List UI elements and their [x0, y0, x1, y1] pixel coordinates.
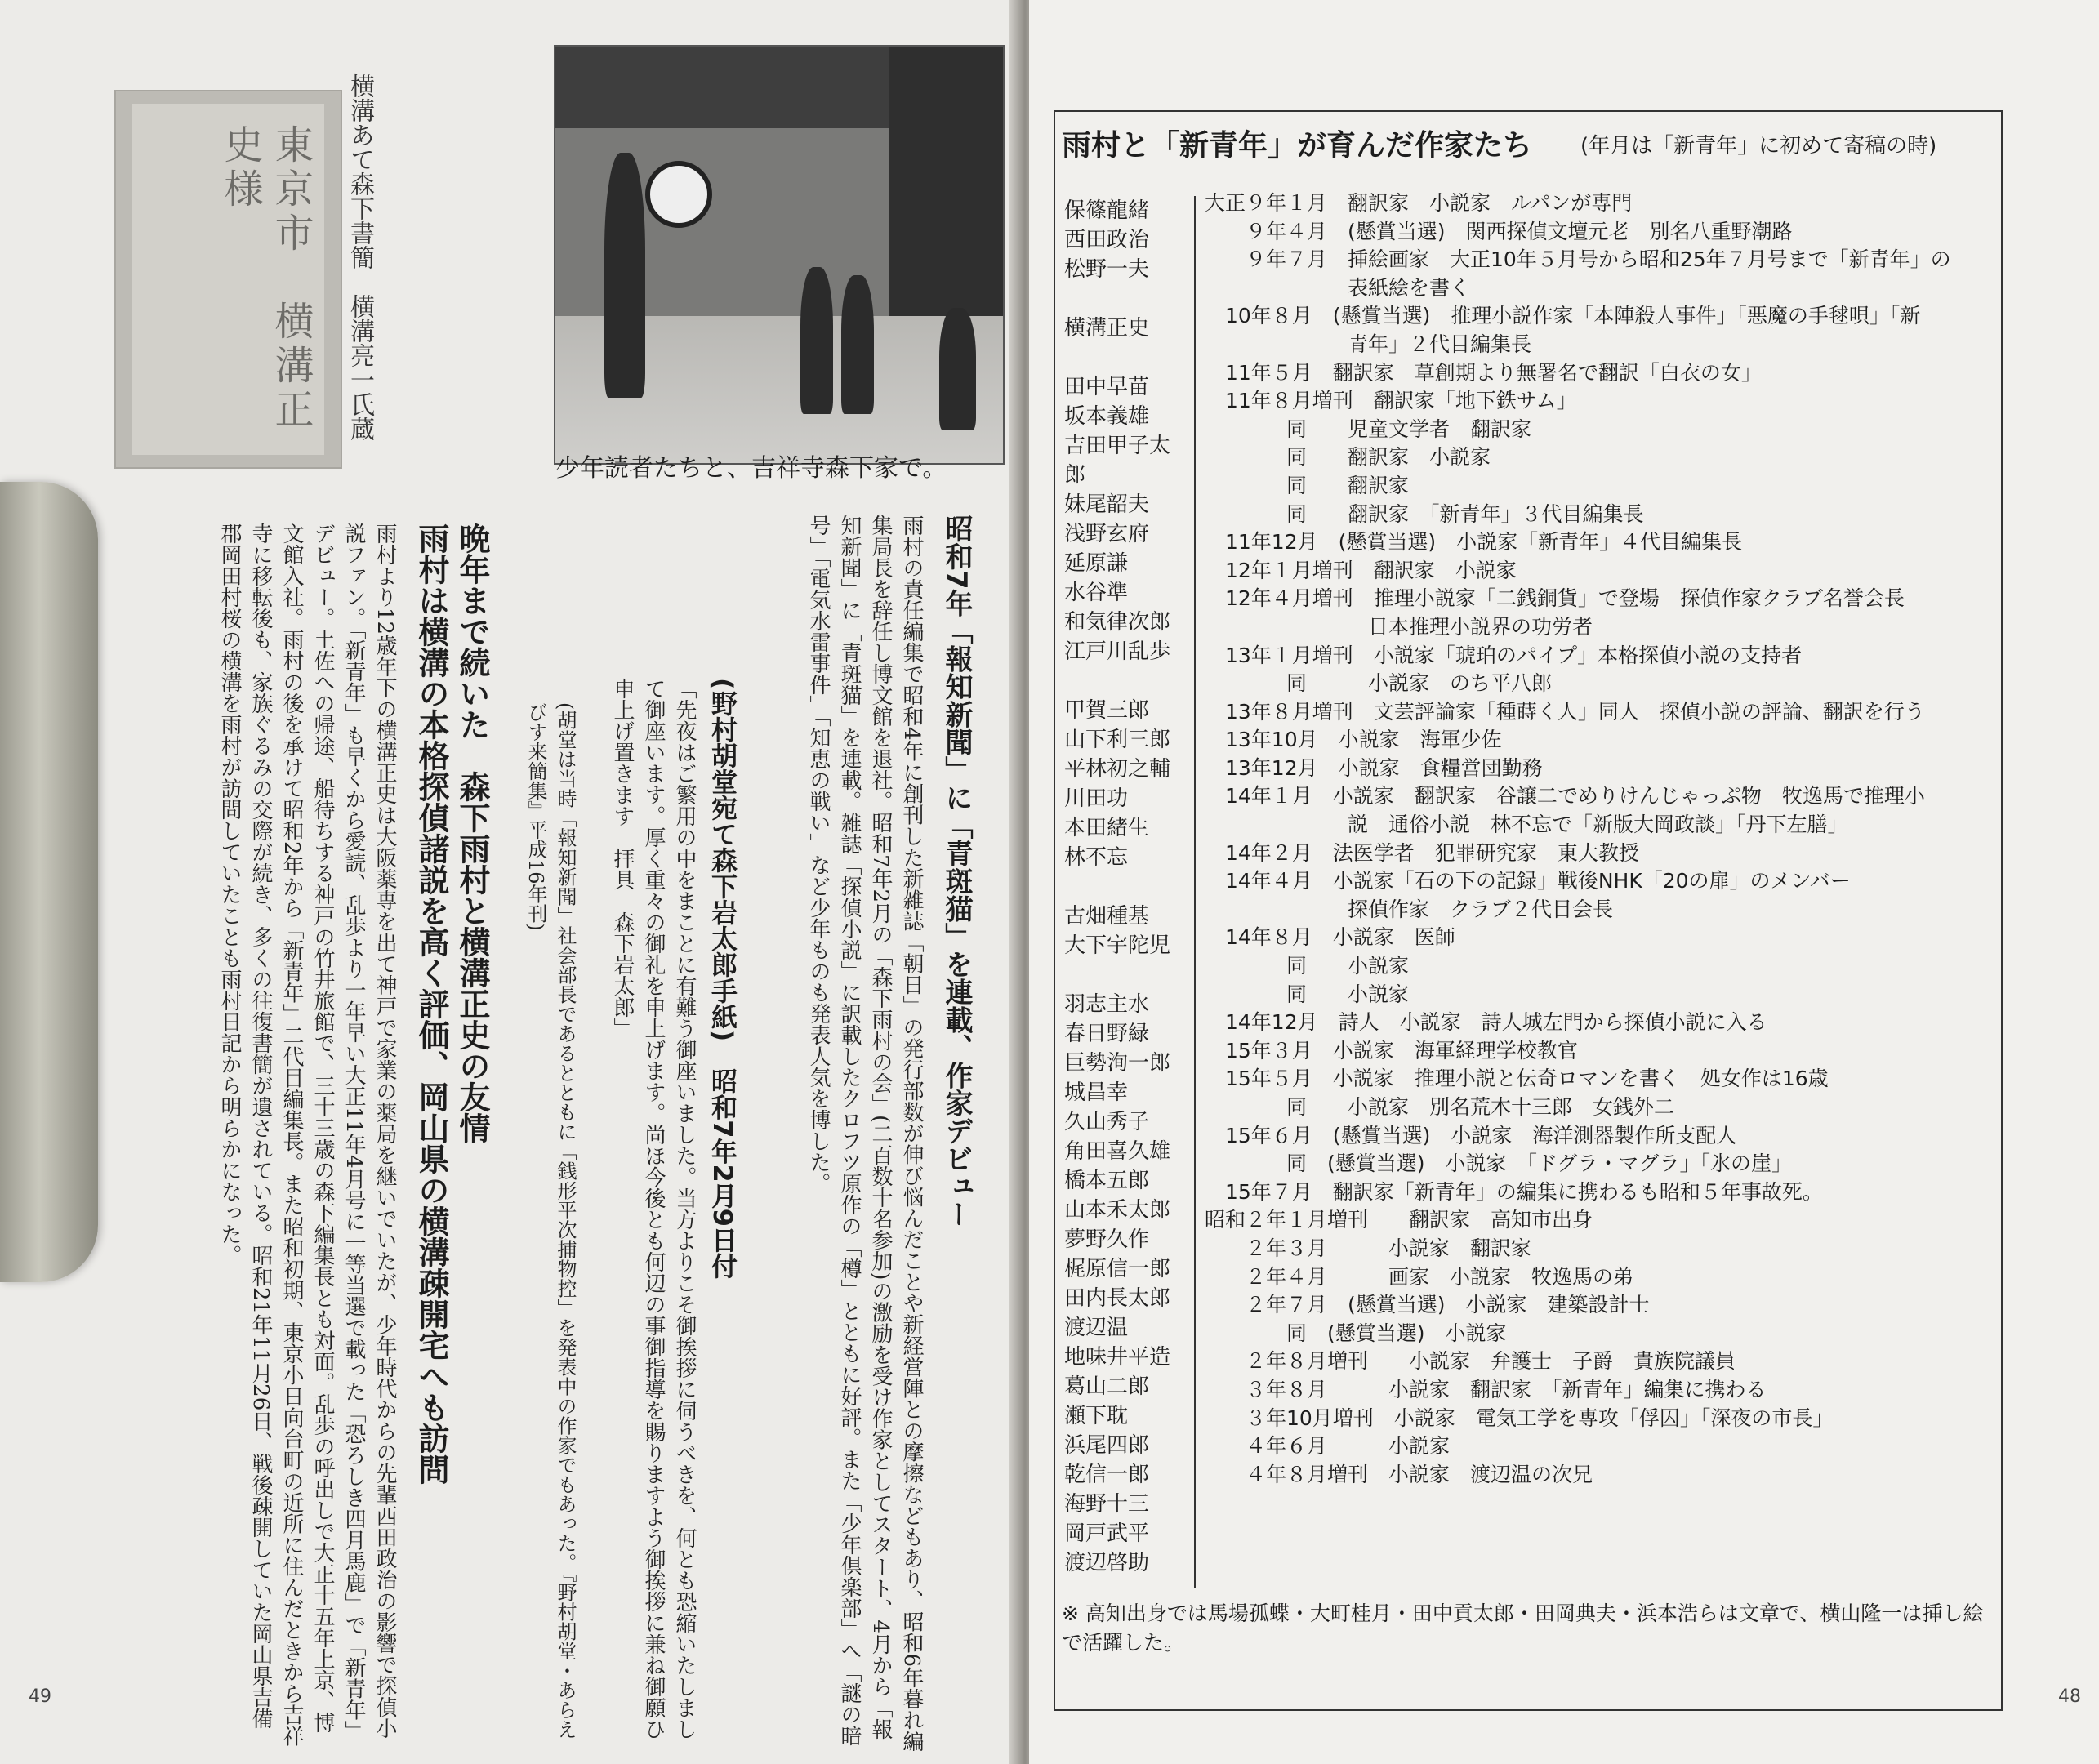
footnote [1062, 1599, 1985, 1658]
entry-row: ３年10月増刊 小説家 電気工学を専攻「俘囚」「深夜の市長」 [1205, 1405, 1834, 1430]
author-name: 甲賀三郎 [1064, 698, 1150, 723]
entry-row: 同 小説家 別名荒木十三郎 女銭外二 [1205, 1095, 1675, 1119]
section2-body: 雨村より12歳年下の横溝正史は大阪薬専を出て神戸で家業の薬局を継いでいたが、少年時代からの先輩西田政治の影響で探偵小説ファン。「新青年」も早くから愛読、乱歩より一年早い大正11年4月号に一等当選で載った「恐ろしき四月馬鹿」で「新青年」デビュー。土佐への帰途、船待ちする神戸の竹井旅館で、三十三歳の森下編集長とも対面。乱歩の呼出しで大正十五年上京、博文館入社。雨村の後を承けて昭和2年から「新青年」二代目編集長。また昭和初期、東京小日向台町の近所に住んだときから吉祥寺に移転後も、家族ぐるみの交際が続き、多くの往復書簡が遺されている。昭和21年11月26日、戦後疎開していた岡山県吉備郡岡田村桜の横溝を雨村が訪問していたことも雨村日記から明らかになった。 [217, 523, 397, 1747]
column-divider [1194, 196, 1196, 1588]
section1-body: 雨村の責任編集で昭和4年に創刊した新雑誌「朝日」の発行部数が伸び悩んだことや新経営陣との摩擦などもあり、昭和6年暮れ編集局長を辞任し博文館を退社。昭和7年2月の「森下雨村の会」(二百数十名参加)の激励を受け作家としてスタート、4月から「報知新聞」に「青斑猫」を連載。雑誌「探偵小説」に訳載したクロフツ原作の「樽」とともに好評。また「少年倶楽部」へ「謎の暗号」「電気水雷事件」「知恵の戦い」など少年ものも発表人気を博した。 [806, 514, 924, 1753]
letter-envelope-image [114, 90, 342, 469]
table-subtitle: (年月は「新青年」に初めて寄稿の時) [1580, 134, 1937, 158]
entry-row: 同 小説家 [1205, 954, 1410, 978]
author-name: 地味井平造 [1064, 1345, 1171, 1370]
author-name: 角田喜久雄 [1064, 1139, 1171, 1164]
entry-row: ２年４月 画家 小説家 牧逸馬の弟 [1205, 1264, 1634, 1289]
entry-row: 大正９年１月 翻訳家 小説家 ルパンが専門 [1205, 191, 1633, 215]
entry-row: ９年７月 挿絵画家 大正10年５月号から昭和25年７月号まで「新青年」の [1205, 247, 1951, 272]
entry-row: 15年３月 小説家 海軍経理学校教官 [1205, 1038, 1578, 1062]
author-name: 平林初之輔 [1064, 757, 1171, 782]
entry-row: 表紙絵を書く [1205, 275, 1471, 300]
author-name: 城昌幸 [1064, 1080, 1129, 1105]
entry-row: 12年４月増刊 推理小説家「二銭銅貨」で登場 探偵作家クラブ名誉会長 [1205, 586, 1905, 611]
author-name: 山本禾太郎 [1064, 1198, 1171, 1223]
author-name: 松野一夫 [1064, 257, 1150, 282]
entry-row: 13年12月 小説家 食糧営団勤務 [1205, 755, 1543, 780]
letter-note: (胡堂は当時「報知新聞」社会部長であるとともに「銭形平次捕物控」を発表中の作家でもあった。『野村胡堂・あらえびす来簡集』平成16年刊) [524, 702, 577, 1740]
author-name: 和気律次郎 [1064, 610, 1171, 635]
author-name: 妹尾韶夫 [1064, 492, 1150, 517]
entry-row: ２年８月増刊 小説家 弁護士 子爵 貴族院議員 [1205, 1349, 1736, 1374]
binder-clip [0, 482, 98, 1282]
author-name: 吉田甲子太郎 [1064, 434, 1171, 488]
author-name: 渡辺温 [1064, 1316, 1129, 1340]
author-names-column [1064, 196, 1183, 1578]
entry-row: 同 翻訳家 [1205, 473, 1410, 497]
entry-row: 昭和２年１月増刊 翻訳家 高知市出身 [1205, 1208, 1593, 1232]
author-name: 本田緒生 [1064, 816, 1150, 840]
author-name: 田内長太郎 [1064, 1286, 1171, 1311]
author-name: 西田政治 [1064, 228, 1150, 252]
footnote-text: 高知出身では馬場孤蝶・大町桂月・田中貢太郎・田岡典夫・浜本浩らは文章で、横山隆一は挿し絵で活躍した。 [1062, 1601, 1984, 1655]
entry-row: 14年１月 小説家 翻訳家 谷譲二でめりけんじゃっぷ物 牧逸馬で推理小 [1205, 784, 1925, 808]
page-number-right: 48 [2058, 1686, 2081, 1707]
author-name: 保篠龍緒 [1064, 198, 1150, 223]
envelope-ink-text: 東京市 横溝正史様 [217, 124, 314, 433]
author-name: 梶原信一郎 [1064, 1257, 1171, 1281]
entry-row: ２年７月 (懸賞当選) 小説家 建築設計士 [1205, 1293, 1650, 1317]
author-name: 久山秀子 [1064, 1110, 1150, 1134]
entry-row: 同 小説家 のち平八郎 [1205, 671, 1553, 696]
boy-figure [939, 308, 976, 430]
author-name: 春日野緑 [1064, 1022, 1150, 1046]
author-name: 葛山二郎 [1064, 1374, 1150, 1399]
entry-row: 日本推理小説界の功労者 [1205, 614, 1593, 639]
section1-heading: 昭和7年「報知新聞」に「青斑猫」を連載、作家デビュー [940, 514, 973, 1228]
author-name: 坂本義雄 [1064, 404, 1150, 429]
entry-row: 11年12月 (懸賞当選) 小説家「新青年」４代目編集長 [1205, 530, 1743, 555]
entry-row: 11年５月 翻訳家 草創期より無署名で翻訳「白衣の女」 [1205, 360, 1762, 385]
entry-row: 同 小説家 [1205, 982, 1410, 1006]
footnote-mark: ※ [1062, 1601, 1079, 1625]
author-name [1064, 343, 1183, 372]
letter-body: 「先夜はご繁用の中をまことに有難う御座いました。当方よりこそ御挨拶に伺うべきを、何とも恐縮いたしまして御座います。厚く重々の御礼を申上げます。尚ほ今後とも何辺の事御指導を賜りますよう御挨拶に兼ね御願ひ申上げ置きます 拝具 森下岩太郎」 [610, 678, 697, 1740]
man-figure [604, 153, 645, 398]
author-name: 古畑種基 [1064, 904, 1150, 929]
letter-caption: 横溝あて森下書簡 横溝亮一氏蔵 [345, 74, 374, 441]
entry-row: 青年」２代目編集長 [1205, 332, 1532, 356]
author-name [1064, 666, 1183, 696]
entry-row: 13年１月増刊 小説家「琥珀のパイプ」本格探偵小説の支持者 [1205, 643, 1803, 667]
author-name: 岡戸武平 [1064, 1521, 1150, 1546]
photo-caption: 少年読者たちと、吉祥寺森下家で。 [555, 454, 947, 483]
author-name: 延原謙 [1064, 551, 1129, 576]
entry-row: 14年２月 法医学者 犯罪研究家 東大教授 [1205, 840, 1639, 865]
author-name: 渡辺啓助 [1064, 1551, 1150, 1575]
entry-row: 14年８月 小説家 医師 [1205, 925, 1455, 950]
boy-figure [841, 275, 874, 414]
entry-row: 15年７月 翻訳家「新青年」の編集に携わるも昭和５年事故死。 [1205, 1179, 1823, 1204]
entry-row: 説 通俗小説 林不忘で「新版大岡政談」「丹下左膳」 [1205, 813, 1848, 837]
author-name: 浅野玄府 [1064, 522, 1150, 546]
boy-figure [800, 267, 833, 414]
page-number-left: 49 [29, 1686, 51, 1707]
entry-row: 同 翻訳家 「新青年」３代目編集長 [1205, 501, 1644, 526]
author-name [1064, 960, 1183, 990]
author-name: 羽志主水 [1064, 992, 1150, 1017]
photo-boys-with-kite [554, 45, 1005, 465]
entry-row: 14年４月 小説家「石の下の記録」戦後NHK「20の扉」のメンバー [1205, 869, 1851, 893]
author-name: 川田功 [1064, 786, 1129, 811]
author-name: 夢野久作 [1064, 1227, 1150, 1252]
entry-row: ９年４月 (懸賞当選) 関西探偵文壇元老 別名八重野潮路 [1205, 219, 1793, 243]
section2-heading-line1: 晩年まで続いた 森下雨村と横溝正史の友情 [454, 523, 490, 1143]
entry-row: 同 (懸賞当選) 小説家 [1205, 1321, 1507, 1345]
author-name: 橋本五郎 [1064, 1169, 1150, 1193]
table-title: 雨村と「新青年」が育んだ作家たち [1062, 129, 1533, 163]
entry-row: 探偵作家 クラブ２代目会長 [1205, 897, 1614, 921]
author-name: 林不忘 [1064, 845, 1129, 870]
section2-heading-line2: 雨村は横溝の本格探偵諸説を高く評価、岡山県の横溝疎開宅へも訪問 [413, 523, 449, 1485]
entry-row: 同 翻訳家 小説家 [1205, 445, 1491, 470]
entry-row: 15年６月 (懸賞当選) 小説家 海洋測器製作所支配人 [1205, 1123, 1737, 1147]
author-name [1064, 284, 1183, 314]
entry-row: ３年８月 小説家 翻訳家 「新青年」編集に携わる [1205, 1377, 1767, 1401]
entry-row: 15年５月 小説家 推理小説と伝奇ロマンを書く 処女作は16歳 [1205, 1067, 1829, 1091]
author-name: 江戸川乱歩 [1064, 639, 1171, 664]
entry-row: ４年６月 小説家 [1205, 1434, 1451, 1459]
entry-row: 13年10月 小説家 海軍少佐 [1205, 728, 1502, 752]
author-name: 山下利三郎 [1064, 728, 1171, 752]
entry-row: 同 (懸賞当選) 小説家 「ドグラ・マグラ」「氷の崖」 [1205, 1152, 1793, 1176]
author-name [1064, 872, 1183, 902]
author-name: 大下宇陀児 [1064, 933, 1171, 958]
entry-row: 11年８月増刊 翻訳家「地下鉄サム」 [1205, 389, 1577, 413]
entry-row: ２年３月 小説家 翻訳家 [1205, 1236, 1532, 1260]
entries-column [1205, 189, 1989, 1489]
author-name: 水谷準 [1064, 581, 1129, 605]
kite [645, 161, 712, 228]
entry-row: 12年１月増刊 翻訳家 小説家 [1205, 558, 1517, 582]
entry-row: 同 児童文学者 翻訳家 [1205, 416, 1532, 441]
letter-heading: (野村胡堂宛て森下岩太郎手紙) 昭和7年2月9日付 [707, 678, 738, 1280]
author-name: 田中早苗 [1064, 375, 1150, 399]
author-name: 乾信一郎 [1064, 1463, 1150, 1487]
entry-row: ４年８月増刊 小説家 渡辺温の次兄 [1205, 1462, 1593, 1486]
author-name: 横溝正史 [1064, 316, 1150, 341]
entry-row: 10年８月 (懸賞当選) 推理小説作家「本陣殺人事件」「悪魔の手毬唄」「新 [1205, 304, 1921, 328]
author-name: 浜尾四郎 [1064, 1433, 1150, 1458]
entry-row: 13年８月増刊 文芸評論家「種蒔く人」同人 探偵小説の評論、翻訳を行う [1205, 699, 1925, 724]
author-name: 瀬下耽 [1064, 1404, 1129, 1428]
author-name: 海野十三 [1064, 1492, 1150, 1517]
author-name: 巨勢洵一郎 [1064, 1051, 1171, 1076]
entry-row: 14年12月 詩人 小説家 詩人城左門から探偵小説に入る [1205, 1010, 1767, 1035]
